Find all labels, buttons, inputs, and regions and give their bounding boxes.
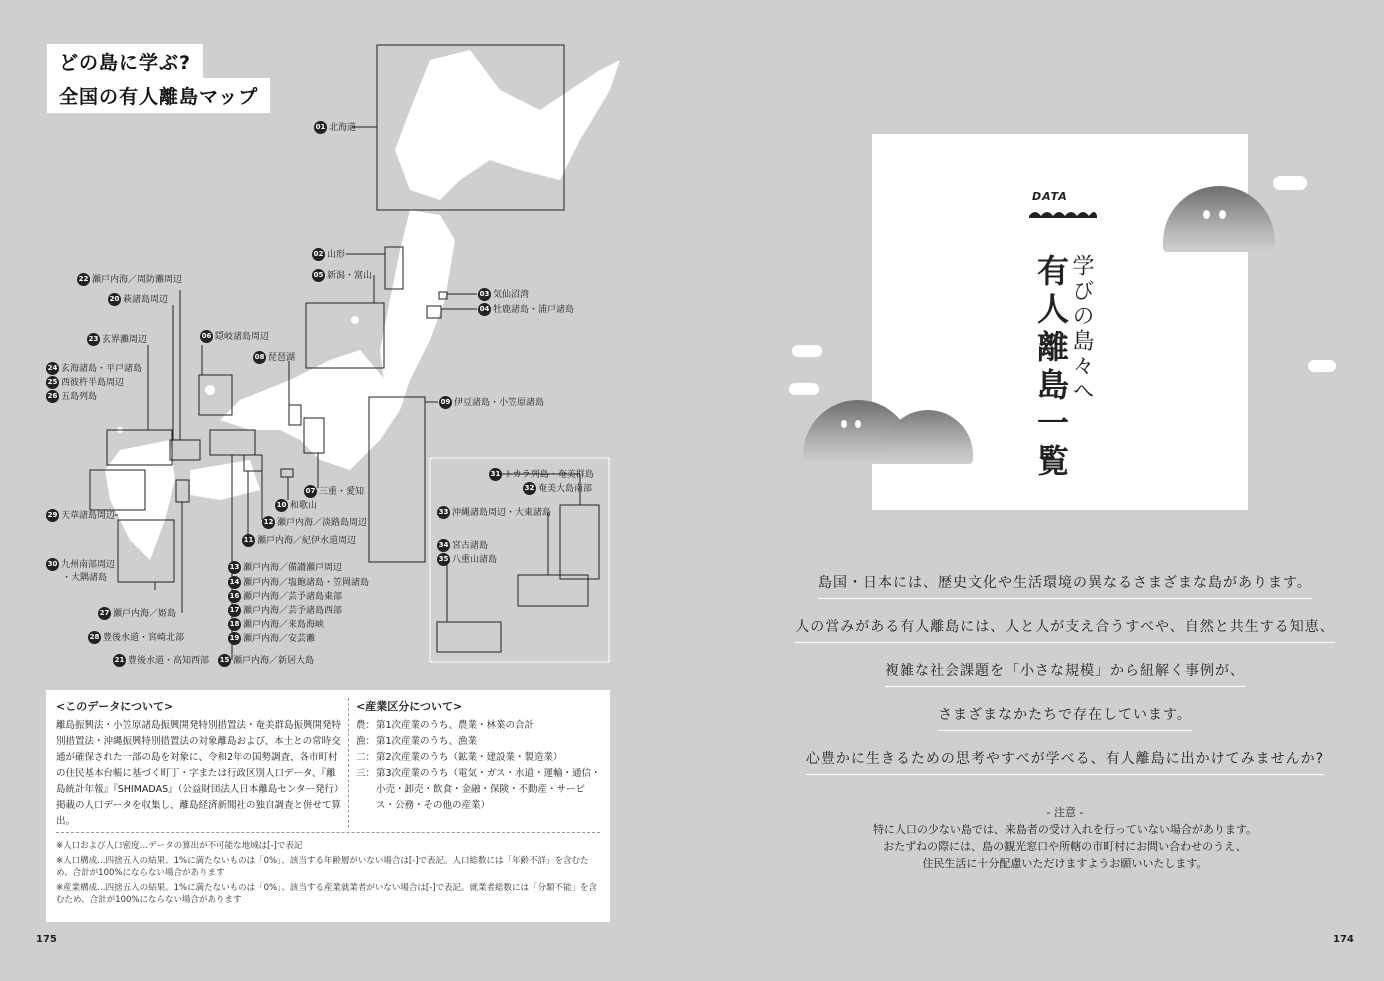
map-label: 22 瀬戸内海／周防灘周辺 <box>78 275 183 285</box>
map-label: 30 九州南部周辺 <box>47 560 116 570</box>
map-label: 29 天草諸島周辺 <box>47 511 116 521</box>
page-number-left: 175 <box>36 934 57 945</box>
page-number-right: 174 <box>1333 934 1354 945</box>
message-line: 島国・日本には、歴史文化や生活環境の異なるさまざまな島があります。 <box>818 572 1312 599</box>
map-label: 10 和歌山 <box>276 501 318 511</box>
map-label: 35 八重山諸島 <box>438 555 498 565</box>
map-label: 17 瀬戸内海／芸予諸島西部 <box>229 606 343 616</box>
map-label: 32 奄美大島南部 <box>524 484 593 494</box>
message-line: 人の営みがある有人離島には、人と人が支え合うすべや、自然と共生する知恵、 <box>795 616 1334 643</box>
map-label: 24 玄海諸島・平戸諸島 <box>47 364 143 374</box>
data-info-box <box>46 690 610 922</box>
data-about-section <box>56 698 344 830</box>
map-label: 15 瀬戸内海／新居大島 <box>219 656 315 666</box>
cloud-decoration <box>792 345 822 357</box>
map-label: 21 豊後水道・高知西部 <box>114 656 210 666</box>
map-label: 01 北海道 <box>315 123 357 133</box>
map-title-line1: どの島に学ぶ? <box>47 44 203 79</box>
note-item: ※人口および人口密度…データの算出が不可能な地域は[-]で表記 <box>56 841 303 851</box>
map-label: 16 瀬戸内海／芸予諸島東部 <box>229 592 343 602</box>
cloud-decoration <box>789 383 819 395</box>
industry-heading: <産業区分について> <box>356 700 463 713</box>
map-label: 13 瀬戸内海／備讃瀬戸周辺 <box>229 563 343 573</box>
map-label: 04 牡鹿諸島・浦戸諸島 <box>479 305 575 315</box>
industry-row: 三： 第3次産業のうち（電気・ガス・水道・運輸・通信・小売・卸売・飲食・金融・保険・不動産・サービス・公務・その他の産業） <box>356 768 601 811</box>
industry-row: 漁： 第1次産業のうち、漁業 <box>356 736 478 747</box>
map-label: 12 瀬戸内海／淡路島周辺 <box>263 518 368 528</box>
map-label: 06 隠岐諸島周辺 <box>201 332 270 342</box>
caution-line: 住民生活に十分配慮いただけますようお願いいたします。 <box>922 857 1208 870</box>
data-label: DATA <box>1032 190 1068 203</box>
caution-line: 特に人口の少ない島では、来島者の受け入れを行っていない場合があります。 <box>872 823 1258 836</box>
note-item: ※人口構成…四捨五入の結果、1%に満たないものは「0%」、該当する年齢層がいない場合は[-]で表記。人口総数には「年齢不詳」を含むため、合計が100%にならない場合があります <box>56 856 589 878</box>
industry-section <box>356 698 601 814</box>
caution-heading: - 注意 - <box>1046 806 1084 819</box>
industry-row: 二： 第2次産業のうち（鉱業・建設業・製造業） <box>356 752 563 763</box>
map-label: 09 伊豆諸島・小笠原諸島 <box>440 398 545 408</box>
map-label: 34 宮古諸島 <box>438 541 489 551</box>
caution-line: おたずねの際には、島の観光窓口や所轄の市町村にお問い合わせのうえ、 <box>883 840 1247 853</box>
map-title-line2: 全国の有人離島マップ <box>47 78 270 113</box>
map-label: 19 瀬戸内海／安芸灘 <box>229 634 316 644</box>
data-about-body: 離島振興法・小笠原諸島振興開発特別措置法・奄美群島振興開発特別措置法・沖縄振興特別措置法の対象離島および、本土との常時交通が確保された一部の島を対象に、令和2年の国勢調査、各市町村の住民基本台帳に基づく町丁・字または行政区別人口データ、『離島統計年報』『SHIMADAS』（公益財団法人日本離島センター発行）掲載の人口データを収集し、離島経済新聞社の独自調査と併せて算出。 <box>56 720 344 827</box>
main-title: 有人離島一覧 <box>1032 254 1070 482</box>
map-label: 23 玄界灘周辺 <box>88 335 148 345</box>
map-label: 02 山形 <box>313 250 346 260</box>
map-label: 31 トカラ列島・奄美群島 <box>490 470 594 480</box>
notes-divider <box>56 832 600 833</box>
message-line: 複雑な社会課題を「小さな規模」から紐解く事例が、 <box>885 660 1245 687</box>
cloud-decoration <box>1308 360 1336 372</box>
map-label: 11 瀬戸内海／紀伊水道周辺 <box>243 536 357 546</box>
subtitle: 学びの島々へ <box>1069 254 1094 404</box>
wave-decoration <box>1029 208 1097 218</box>
map-label: 27 瀬戸内海／姫島 <box>99 609 177 619</box>
caution-section <box>805 804 1325 872</box>
industry-row: 農： 第1次産業のうち、農業・林業の合計 <box>356 720 535 731</box>
notes-section <box>56 840 600 906</box>
section-divider <box>348 698 350 828</box>
map-label: 33 沖縄諸島周辺・大東諸島 <box>438 508 552 518</box>
data-about-heading: <このデータについて> <box>56 700 174 713</box>
intro-message <box>795 572 1335 775</box>
map-label: 20 萩諸島周辺 <box>109 295 169 305</box>
map-label: 14 瀬戸内海／塩飽諸島・笠岡諸島 <box>229 578 370 588</box>
map-label: 07 三重・愛知 <box>305 487 365 497</box>
message-line: さまざまなかたちで存在しています。 <box>938 704 1192 731</box>
cloud-decoration <box>1273 176 1307 190</box>
map-label: 08 琵琶湖 <box>254 353 296 363</box>
map-label: 03 気仙沼湾 <box>479 290 530 300</box>
message-line: 心豊かに生きるための思考やすべが学べる、有人離島に出かけてみませんか? <box>806 748 1324 775</box>
map-label: ・大隅諸島 <box>62 573 108 583</box>
map-label: 25 西彼杵半島周辺 <box>47 378 125 388</box>
map-label: 28 豊後水道・宮崎北部 <box>89 633 185 643</box>
map-label: 26 五島列島 <box>47 392 98 402</box>
note-item: ※産業構成…四捨五入の結果、1%に満たないものは「0%」、該当する産業就業者がいない場合は[-]で表記。就業者総数には「分類不能」を含むため、合計が100%にならない場合があります <box>56 883 598 905</box>
map-label: 05 新潟・富山 <box>313 271 373 281</box>
map-label: 18 瀬戸内海／来島海峡 <box>229 620 325 630</box>
